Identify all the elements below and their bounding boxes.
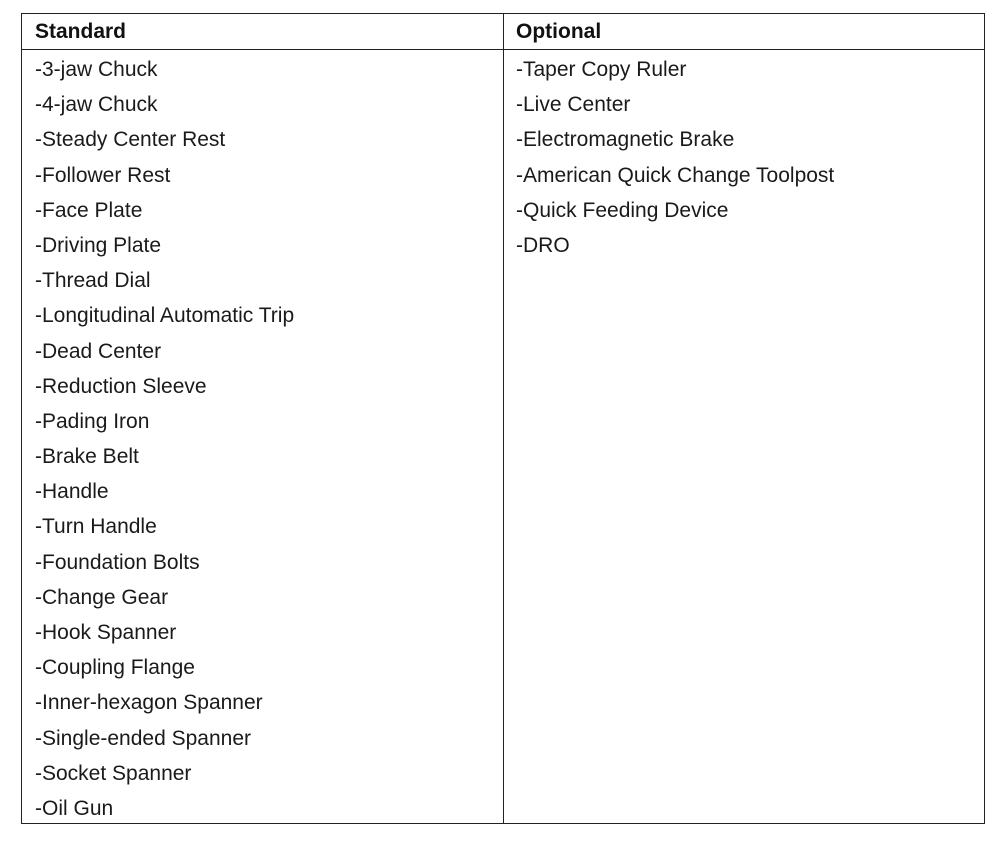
standard-item: -Face Plate (35, 198, 143, 222)
standard-item: -Oil Gun (35, 796, 114, 820)
header-standard: Standard (35, 20, 127, 43)
optional-items-list (516, 52, 834, 263)
standard-item: -Foundation Bolts (35, 550, 200, 574)
standard-item: -Single-ended Spanner (35, 726, 251, 750)
optional-item: -DRO (516, 233, 570, 257)
optional-item: -Electromagnetic Brake (516, 128, 735, 152)
standard-item: -Brake Belt (35, 445, 139, 469)
standard-item: -Follower Rest (35, 163, 171, 187)
standard-item: -Thread Dial (35, 269, 151, 293)
optional-item: -American Quick Change Toolpost (516, 163, 835, 187)
header-optional: Optional (516, 20, 602, 43)
column-divider (503, 14, 504, 823)
standard-item: -Hook Spanner (35, 621, 177, 644)
standard-item: -Handle (35, 480, 109, 504)
optional-item: -Live Center (516, 93, 631, 117)
standard-item: -Coupling Flange (35, 656, 195, 680)
standard-item: -Pading Iron (35, 409, 150, 433)
standard-item: -Steady Center Rest (35, 128, 226, 152)
standard-items-list (35, 52, 294, 826)
standard-item: -Socket Spanner (35, 761, 192, 785)
optional-item: -Quick Feeding Device (516, 198, 729, 222)
optional-item: -Taper Copy Ruler (516, 58, 687, 81)
standard-item: -Change Gear (35, 585, 169, 609)
standard-item: -Reduction Sleeve (35, 374, 207, 398)
accessories-table (21, 13, 985, 824)
standard-item: -3-jaw Chuck (35, 58, 158, 81)
standard-item: -Driving Plate (35, 233, 162, 257)
standard-item: -Inner-hexagon Spanner (35, 691, 263, 715)
standard-item: -Longitudinal Automatic Trip (35, 304, 295, 328)
standard-item: -Turn Handle (35, 515, 157, 539)
standard-item: -4-jaw Chuck (35, 93, 158, 117)
standard-item: -Dead Center (35, 339, 162, 363)
